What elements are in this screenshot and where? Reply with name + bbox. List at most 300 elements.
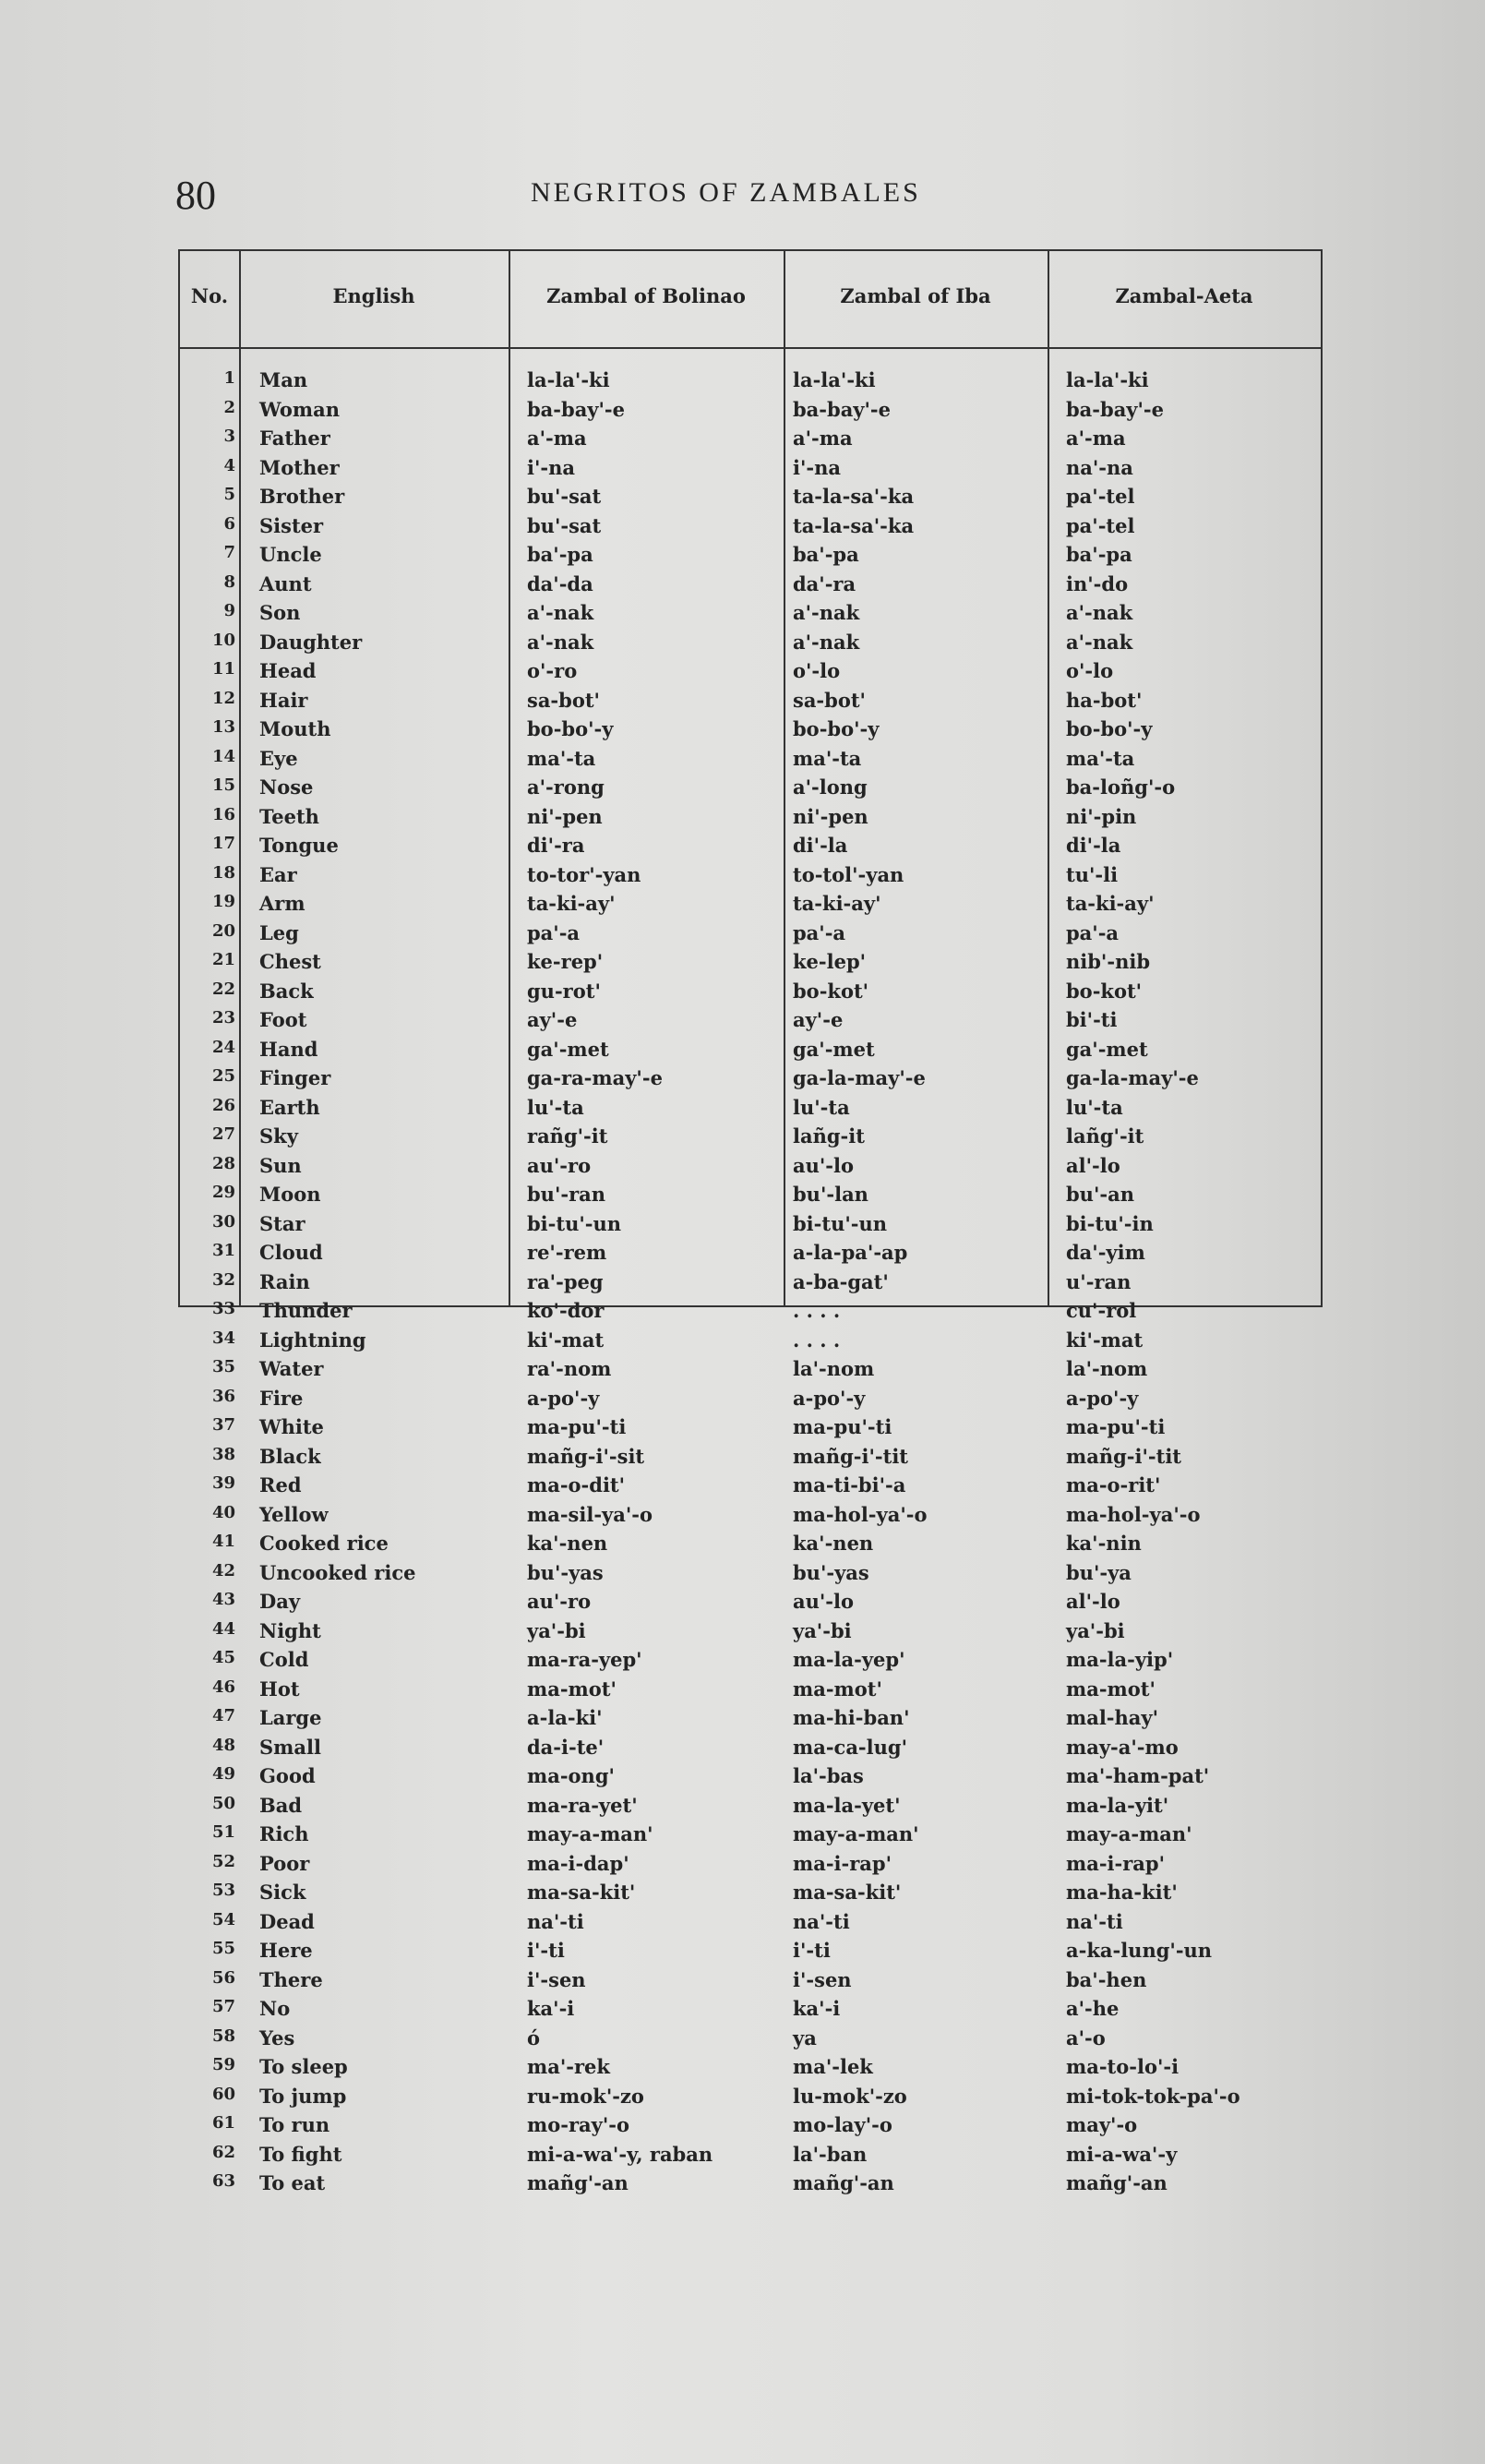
row-number: 29 (211, 1183, 235, 1202)
table-row (180, 1994, 1321, 2024)
iba-word: ma-pu'-ti (793, 1415, 892, 1438)
iba-word: sa-bot' (793, 688, 866, 712)
row-number: 53 (211, 1881, 235, 1900)
table-row (180, 511, 1321, 541)
table-row (180, 1326, 1321, 1355)
row-number: 4 (223, 455, 235, 475)
english-word: Nose (259, 775, 314, 799)
iba-word: au'-lo (793, 1590, 855, 1613)
iba-word: ga-la-may'-e (793, 1066, 926, 1089)
iba-word: di'-la (793, 834, 848, 857)
aeta-word: la'-nom (1066, 1357, 1148, 1380)
iba-word: lu'-ta (793, 1095, 850, 1119)
row-number: 57 (211, 1997, 235, 2016)
bolinao-word: di'-ra (527, 834, 585, 857)
row-number: 9 (223, 601, 235, 620)
iba-word: a'-nak (793, 630, 860, 654)
table-row (180, 628, 1321, 657)
bolinao-word: ma-mot' (527, 1677, 617, 1701)
iba-word: a'-nak (793, 601, 860, 624)
table-row (180, 1907, 1321, 1937)
aeta-word: a-po'-y (1066, 1386, 1139, 1410)
iba-word: a'-long (793, 775, 868, 799)
header-iba: Zambal of Iba (840, 284, 991, 307)
table-row (180, 919, 1321, 948)
aeta-word: may'-o (1066, 2113, 1138, 2136)
aeta-word: nib'-nib (1066, 950, 1151, 973)
aeta-word: in'-do (1066, 571, 1129, 595)
aeta-word: lañg'-it (1066, 1124, 1144, 1148)
aeta-word: ma'-ta (1066, 746, 1135, 770)
bolinao-word: au'-ro (527, 1590, 592, 1613)
iba-word: may-a-man' (793, 1822, 919, 1845)
iba-word: mañg-i'-tit (793, 1444, 908, 1468)
iba-word: pa'-a (793, 920, 846, 944)
english-word: Cold (259, 1648, 309, 1671)
table-row (180, 1529, 1321, 1558)
row-number: 36 (211, 1386, 235, 1406)
aeta-word: a-ka-lung'-un (1066, 1939, 1213, 1962)
iba-word: ta-ki-ay' (793, 892, 881, 915)
aeta-word: a'-nak (1066, 630, 1133, 654)
english-word: Bad (259, 1793, 303, 1817)
iba-word: bo-kot' (793, 979, 869, 1003)
table-row (180, 1180, 1321, 1209)
bolinao-word: bu'-sat (527, 513, 602, 537)
aeta-word: u'-ran (1066, 1269, 1132, 1293)
english-word: Dead (259, 1909, 315, 1933)
bolinao-word: na'-ti (527, 1909, 584, 1933)
bolinao-word: bi-tu'-un (527, 1211, 622, 1235)
row-number: 45 (211, 1648, 235, 1667)
row-number: 21 (211, 950, 235, 969)
aeta-word: mi-tok-tok-pa'-o (1066, 2084, 1240, 2108)
aeta-word: cu'-rol (1066, 1299, 1137, 1322)
bolinao-word: bu'-yas (527, 1560, 604, 1584)
iba-word: a-ba-gat' (793, 1269, 889, 1293)
table-row (180, 424, 1321, 453)
iba-word: la'-bas (793, 1764, 864, 1787)
english-word: Man (259, 368, 308, 391)
english-word: Cooked rice (259, 1532, 389, 1555)
aeta-word: ni'-pin (1066, 804, 1137, 828)
bolinao-word: ra'-nom (527, 1357, 612, 1380)
row-number: 33 (211, 1299, 235, 1318)
row-number: 11 (211, 659, 235, 679)
bolinao-word: mañg-i'-sit (527, 1444, 645, 1468)
bolinao-word: pa'-a (527, 920, 581, 944)
english-word: To eat (259, 2171, 326, 2194)
bolinao-word: mañg'-an (527, 2171, 629, 2194)
table-row (180, 831, 1321, 860)
bolinao-word: da-i-te' (527, 1735, 605, 1759)
english-word: Brother (259, 485, 345, 508)
english-word: Thunder (259, 1299, 353, 1322)
english-word: White (259, 1415, 324, 1438)
table-row (180, 453, 1321, 483)
iba-word: mo-lay'-o (793, 2113, 892, 2136)
english-word: Finger (259, 1066, 331, 1089)
bolinao-word: ma-pu'-ti (527, 1415, 627, 1438)
row-number: 24 (211, 1037, 235, 1057)
aeta-word: ki'-mat (1066, 1328, 1144, 1352)
row-number: 46 (211, 1677, 235, 1697)
iba-word: lu-mok'-zo (793, 2084, 907, 2108)
row-number: 56 (211, 1967, 235, 1988)
english-word: To sleep (259, 2055, 348, 2078)
english-word: Foot (259, 1008, 307, 1031)
header-bolinao: Zambal of Bolinao (546, 284, 746, 307)
row-number: 58 (211, 2025, 235, 2046)
english-word: Teeth (259, 804, 319, 828)
english-word: Poor (259, 1851, 310, 1875)
english-word: Tongue (259, 834, 339, 857)
row-number: 37 (211, 1415, 235, 1435)
row-number: 40 (211, 1502, 235, 1522)
english-word: Star (259, 1211, 305, 1235)
aeta-word: da'-yim (1066, 1241, 1145, 1264)
table-row (180, 1558, 1321, 1588)
row-number: 8 (223, 571, 235, 592)
table-row (180, 1936, 1321, 1965)
row-number: 32 (211, 1269, 235, 1290)
english-word: Fire (259, 1386, 304, 1410)
bolinao-word: au'-ro (527, 1153, 592, 1177)
row-number: 39 (211, 1473, 235, 1493)
row-number: 6 (223, 513, 235, 534)
aeta-word: na'-na (1066, 455, 1133, 479)
vocabulary-table (178, 249, 1323, 2194)
english-word: Black (259, 1444, 321, 1468)
aeta-word: ta-ki-ay' (1066, 892, 1155, 915)
english-word: Rich (259, 1822, 309, 1845)
english-word: To jump (259, 2084, 347, 2108)
bolinao-word: ma-sil-ya'-o (527, 1502, 653, 1526)
table-row (180, 977, 1321, 1006)
english-word: Mother (259, 455, 340, 479)
row-number: 7 (223, 543, 235, 562)
iba-word: a-po'-y (793, 1386, 866, 1410)
english-word: Uncooked rice (259, 1560, 416, 1584)
aeta-word: ka'-nin (1066, 1532, 1142, 1555)
aeta-word: bi'-ti (1066, 1008, 1118, 1031)
iba-word: ma-ti-bi'-a (793, 1473, 906, 1496)
bolinao-word: a'-ma (527, 427, 587, 450)
bolinao-word: ma-o-dit' (527, 1473, 626, 1496)
iba-word: lañg-it (793, 1124, 865, 1148)
row-number: 5 (223, 485, 235, 504)
aeta-word: bo-kot' (1066, 979, 1143, 1003)
iba-word: ba'-pa (793, 543, 859, 566)
english-word: Hand (259, 1037, 318, 1061)
english-word: Earth (259, 1095, 320, 1119)
row-number: 41 (211, 1532, 235, 1551)
english-word: Hair (259, 688, 308, 712)
table-row (180, 1791, 1321, 1821)
english-word: Chest (259, 950, 321, 973)
english-word: Uncle (259, 543, 322, 566)
iba-word: o'-lo (793, 659, 841, 682)
aeta-word: a'-ma (1066, 427, 1126, 450)
english-word: There (259, 1967, 323, 1991)
english-word: Here (259, 1939, 313, 1962)
bolinao-word: ke-rep' (527, 950, 604, 973)
row-number: 31 (211, 1241, 235, 1260)
aeta-word: ya'-bi (1066, 1618, 1125, 1642)
row-number: 55 (211, 1939, 235, 1958)
bolinao-word: ya'-bi (527, 1618, 586, 1642)
aeta-word: ga'-met (1066, 1037, 1148, 1061)
iba-word: ma-hol-ya'-o (793, 1502, 928, 1526)
row-number: 38 (211, 1444, 235, 1464)
aeta-word: ma'-ham-pat' (1066, 1764, 1210, 1787)
table-row (180, 540, 1321, 570)
iba-word: ta-la-sa'-ka (793, 513, 915, 537)
table-row (180, 2024, 1321, 2053)
table-row (180, 1500, 1321, 1530)
bolinao-word: ma'-rek (527, 2055, 610, 2078)
english-word: Hot (259, 1677, 300, 1701)
row-number: 22 (211, 979, 235, 999)
aeta-word: ma-la-yit' (1066, 1793, 1169, 1817)
aeta-word: mañg'-an (1066, 2171, 1168, 2194)
table-row (180, 1151, 1321, 1181)
iba-word: ma-ca-lug' (793, 1735, 908, 1759)
bolinao-word: i'-ti (527, 1939, 565, 1962)
iba-word: la-la'-ki (793, 368, 876, 391)
iba-word: ma-mot' (793, 1677, 882, 1701)
table-row (180, 1064, 1321, 1093)
header-aeta: Zambal-Aeta (1115, 284, 1253, 307)
table-row (180, 2169, 1321, 2198)
iba-word: i'-ti (793, 1939, 831, 1962)
row-number: 1 (223, 368, 235, 388)
iba-word: ma-hi-ban' (793, 1706, 910, 1729)
row-number: 49 (211, 1764, 235, 1784)
row-number: 30 (211, 1211, 235, 1232)
table-row (180, 1122, 1321, 1151)
aeta-word: tu'-li (1066, 862, 1119, 886)
aeta-word: ba-bay'-e (1066, 397, 1165, 421)
bolinao-word: ma-ra-yep' (527, 1648, 642, 1671)
row-number: 15 (211, 775, 235, 795)
iba-word: ma-i-rap' (793, 1851, 892, 1875)
aeta-word: ha-bot' (1066, 688, 1143, 712)
english-word: Mouth (259, 717, 331, 740)
row-number: 3 (223, 427, 235, 446)
row-number: 60 (211, 2084, 235, 2104)
aeta-word: pa'-tel (1066, 485, 1135, 508)
table-row (180, 1209, 1321, 1239)
iba-word: ka'-i (793, 1997, 841, 2020)
aeta-word: mi-a-wa'-y (1066, 2142, 1178, 2166)
bolinao-word: i'-sen (527, 1967, 586, 1991)
table-row (180, 2110, 1321, 2140)
iba-word: ba-bay'-e (793, 397, 892, 421)
english-word: Red (259, 1473, 302, 1496)
row-number: 43 (211, 1590, 235, 1609)
english-word: To fight (259, 2142, 342, 2166)
table-row (180, 366, 1321, 395)
english-word: Yellow (259, 1502, 329, 1526)
bolinao-word: mo-ray'-o (527, 2113, 629, 2136)
row-number: 2 (223, 397, 235, 417)
english-word: Father (259, 427, 330, 450)
row-number: 17 (211, 834, 235, 853)
table-row (180, 860, 1321, 890)
english-word: Son (259, 601, 301, 624)
bolinao-word: i'-na (527, 455, 575, 479)
aeta-word: la-la'-ki (1066, 368, 1149, 391)
bolinao-word: ba-bay'-e (527, 397, 626, 421)
bolinao-word: ra'-peg (527, 1269, 604, 1293)
bolinao-word: ki'-mat (527, 1328, 605, 1352)
bolinao-word: lu'-ta (527, 1095, 584, 1119)
english-word: Night (259, 1618, 321, 1642)
iba-word: bu'-yas (793, 1560, 869, 1584)
bolinao-word: ma'-ta (527, 746, 596, 770)
iba-word: . . . . (793, 1328, 841, 1352)
table-body (180, 366, 1321, 2198)
row-number: 42 (211, 1560, 235, 1581)
row-number: 52 (211, 1851, 235, 1871)
table-row (180, 1268, 1321, 1297)
table-row (180, 1617, 1321, 1646)
row-number: 34 (211, 1328, 235, 1348)
english-word: Ear (259, 862, 297, 886)
row-number: 61 (211, 2113, 235, 2133)
aeta-word: pa'-a (1066, 920, 1120, 944)
iba-word: ma'-ta (793, 746, 862, 770)
row-number: 62 (211, 2142, 235, 2162)
bolinao-word: bu'-ran (527, 1183, 606, 1206)
row-number: 54 (211, 1909, 235, 1929)
aeta-word: bu'-an (1066, 1183, 1134, 1206)
iba-word: da'-ra (793, 571, 856, 595)
table-row (180, 598, 1321, 628)
bolinao-word: da'-da (527, 571, 593, 595)
aeta-word: ba'-hen (1066, 1967, 1147, 1991)
english-word: Sick (259, 1881, 306, 1904)
table-row (180, 1675, 1321, 1704)
aeta-word: a'-he (1066, 1997, 1120, 2020)
aeta-word: bo-bo'-y (1066, 717, 1153, 740)
aeta-word: ba'-pa (1066, 543, 1132, 566)
english-word: Aunt (259, 571, 312, 595)
bolinao-word: ma-ra-yet' (527, 1793, 638, 1817)
iba-word: ma-la-yep' (793, 1648, 905, 1671)
table-row (180, 889, 1321, 919)
bolinao-word: ma-sa-kit' (527, 1881, 636, 1904)
english-word: Moon (259, 1183, 321, 1206)
table-row (180, 1384, 1321, 1413)
running-head: NEGRITOS OF ZAMBALES (531, 177, 921, 208)
bolinao-word: ga'-met (527, 1037, 609, 1061)
bolinao-word: ka'-nen (527, 1532, 608, 1555)
english-word: Sky (259, 1124, 298, 1148)
aeta-word: ma-to-lo'-i (1066, 2055, 1180, 2078)
row-number: 16 (211, 804, 235, 824)
english-word: No (259, 1997, 291, 2020)
english-word: Head (259, 659, 317, 682)
table-row (180, 2052, 1321, 2082)
aeta-word: ba-loñg'-o (1066, 775, 1176, 799)
iba-word: ni'-pen (793, 804, 868, 828)
bolinao-word: sa-bot' (527, 688, 600, 712)
row-number: 27 (211, 1124, 235, 1144)
iba-word: ka'-nen (793, 1532, 874, 1555)
bolinao-word: a'-nak (527, 601, 594, 624)
aeta-word: na'-ti (1066, 1909, 1123, 1933)
table-row (180, 1412, 1321, 1442)
table-row (180, 947, 1321, 977)
bolinao-word: mi-a-wa'-y, raban (527, 2142, 713, 2166)
aeta-word: ma-ha-kit' (1066, 1881, 1178, 1904)
bolinao-word: la-la'-ki (527, 368, 610, 391)
aeta-word: a'-o (1066, 2025, 1106, 2049)
table-row (180, 482, 1321, 511)
bolinao-word: re'-rem (527, 1241, 607, 1264)
table-row (180, 715, 1321, 744)
row-number: 19 (211, 892, 235, 911)
english-word: Good (259, 1764, 316, 1787)
bolinao-word: gu-rot' (527, 979, 601, 1003)
header-english: English (332, 284, 415, 307)
english-word: Water (259, 1357, 324, 1380)
table-row (180, 1761, 1321, 1791)
english-word: Woman (259, 397, 340, 421)
bolinao-word: ta-ki-ay' (527, 892, 616, 915)
aeta-word: ma-i-rap' (1066, 1851, 1166, 1875)
table-row (180, 1093, 1321, 1123)
table-row (180, 744, 1321, 774)
iba-word: . . . . (793, 1299, 841, 1322)
table-row (180, 1035, 1321, 1064)
row-number: 59 (211, 2055, 235, 2074)
table-row (180, 1587, 1321, 1617)
bolinao-word: o'-ro (527, 659, 578, 682)
english-word: Sun (259, 1153, 302, 1177)
aeta-word: bu'-ya (1066, 1560, 1132, 1584)
row-number: 28 (211, 1153, 235, 1173)
iba-word: la'-nom (793, 1357, 875, 1380)
bolinao-word: ka'-i (527, 1997, 575, 2020)
iba-word: ay'-e (793, 1008, 844, 1031)
english-word: Daughter (259, 630, 363, 654)
aeta-word: ma-la-yip' (1066, 1648, 1174, 1671)
table-row (180, 395, 1321, 425)
bolinao-word: ma-i-dap' (527, 1851, 629, 1875)
english-word: Yes (259, 2025, 295, 2049)
iba-word: ga'-met (793, 1037, 875, 1061)
iba-word: a-la-pa'-ap (793, 1241, 908, 1264)
bolinao-word: ba'-pa (527, 543, 593, 566)
aeta-word: lu'-ta (1066, 1095, 1123, 1119)
english-word: Arm (259, 892, 305, 915)
bolinao-word: may-a-man' (527, 1822, 653, 1845)
row-number: 48 (211, 1735, 235, 1755)
aeta-word: mañg-i'-tit (1066, 1444, 1181, 1468)
row-number: 20 (211, 920, 235, 941)
iba-word: bu'-lan (793, 1183, 868, 1206)
iba-word: ta-la-sa'-ka (793, 485, 915, 508)
row-number: 10 (211, 630, 235, 650)
english-word: Back (259, 979, 314, 1003)
bolinao-word: ay'-e (527, 1008, 578, 1031)
aeta-word: pa'-tel (1066, 513, 1135, 537)
iba-word: ma'-lek (793, 2055, 873, 2078)
english-word: Eye (259, 746, 298, 770)
